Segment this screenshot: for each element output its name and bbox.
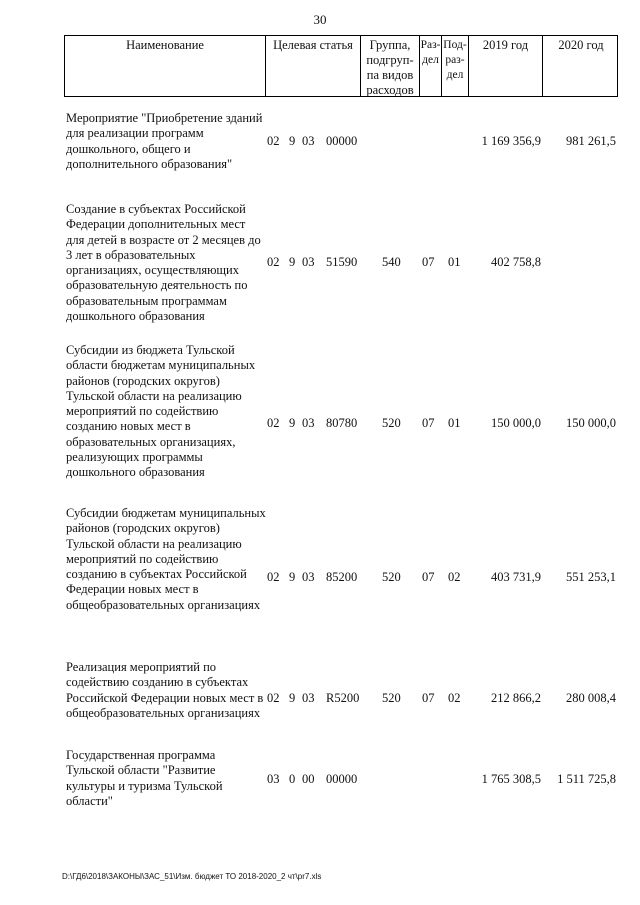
code-event: 03 [302,134,315,148]
header-subsection: Под-раз-дел [441,36,468,96]
code-subprogram: 9 [289,691,296,705]
row-name: Субсидии из бюджета Тульской области бюджетам муниципальных районов (городских округов) Тульской области на реализацию мероприятий по содействию созданию новых мест в образовательных организациях, реализующих программы дошкольного образования [66,343,256,480]
code-program: 02 [267,416,280,430]
code-event: 03 [302,416,315,430]
section-code: 07 [422,691,435,705]
code-subprogram: 9 [289,134,296,148]
value-2020: 981 261,5 [566,134,616,148]
row-name: Реализация мероприятий по содействию созданию в субъектах Российской Федерации новых мест в общеобразовательных организациях [66,660,264,720]
section-code: 07 [422,416,435,430]
group-code: 520 [382,570,401,584]
code-subprogram: 9 [289,570,296,584]
section-code: 07 [422,255,435,269]
subsection-code: 01 [448,416,461,430]
group-code: 520 [382,691,401,705]
header-name: Наименование [126,38,204,52]
header-section: Раз-дел [419,36,441,96]
row-name: Создание в субъектах Российской Федерации дополнительных мест для детей в возрасте от 2 месяцев до 3 лет в образовательных организациях, осуществляющих образовательную деятельность по образовательным программам дошкольного образования [66,202,261,324]
code-event: 03 [302,691,315,705]
code-event: 03 [302,255,315,269]
code-direction: R5200 [326,691,360,705]
value-2019: 1 765 308,5 [481,772,541,786]
subsection-code: 01 [448,255,461,269]
row-name: Государственная программа Тульской области "Развитие культуры и туризма Тульской области" [66,748,223,808]
code-direction: 00000 [326,772,358,786]
table-row [64,343,624,498]
page-number: 30 [313,12,327,27]
value-2019: 150 000,0 [491,416,541,430]
code-program: 02 [267,570,280,584]
code-event: 03 [302,570,315,584]
group-code: 520 [382,416,401,430]
code-subprogram: 9 [289,255,296,269]
value-2019: 212 866,2 [491,691,541,705]
header-2020: 2020 год [542,36,619,96]
value-2020: 280 008,4 [566,691,616,705]
value-2019: 403 731,9 [491,570,541,584]
code-program: 02 [267,255,280,269]
code-program: 02 [267,134,280,148]
code-direction: 80780 [326,416,358,430]
code-subprogram: 9 [289,416,296,430]
value-2019: 402 758,8 [491,255,541,269]
value-2020: 150 000,0 [566,416,616,430]
table-row [64,660,624,740]
code-event: 00 [302,772,315,786]
header-2019: 2019 год [468,36,542,96]
table-row [64,202,624,327]
code-program: 02 [267,691,280,705]
table-row [64,748,624,818]
header-target: Целевая статья [265,36,360,96]
code-subprogram: 0 [289,772,296,786]
code-direction: 85200 [326,570,358,584]
value-2020: 1 511 725,8 [557,772,616,786]
value-2020: 551 253,1 [566,570,616,584]
table-header [64,35,618,97]
value-2019: 1 169 356,9 [481,134,541,148]
table-row [64,506,624,646]
section-code: 07 [422,570,435,584]
code-program: 03 [267,772,280,786]
subsection-code: 02 [448,691,461,705]
code-direction: 00000 [326,134,358,148]
row-name: Мероприятие "Приобретение зданий для реализации программ дошкольного, общего и дополнительного образования" [66,111,263,171]
subsection-code: 02 [448,570,461,584]
code-direction: 51590 [326,255,358,269]
row-name: Субсидии бюджетам муниципальных районов (городских округов) Тульской области на реализацию мероприятий по содействию созданию в субъектах Российской Федерации новых мест в общеобразовательных организациях [66,506,266,612]
group-code: 540 [382,255,401,269]
file-path-footer: D:\ГД6\2018\ЗАКОНЫ\ЗАС_51\Изм. бюджет ТО 2018-2020_2 чт\pr7.xls [62,872,322,881]
table-row [64,111,624,175]
header-group: Группа, подгруп-па видов расходов [360,36,419,96]
